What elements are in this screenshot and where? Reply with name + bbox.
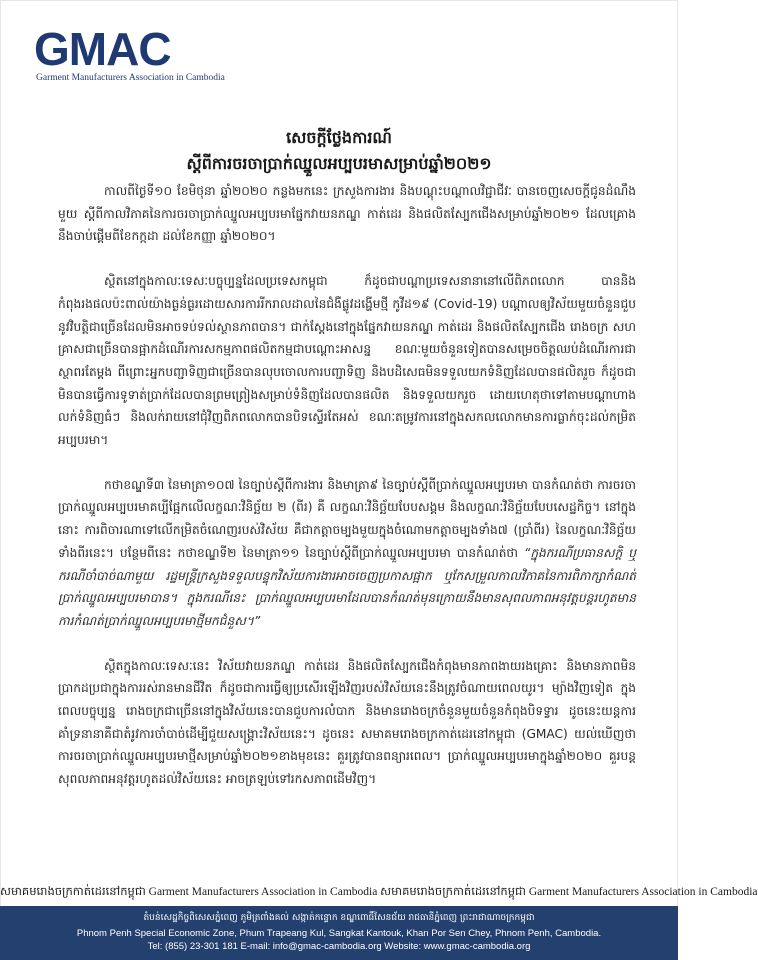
logo-subtitle: Garment Manufacturers Association in Cambodia [36, 73, 225, 83]
paragraph-1: កាលពីថ្ងៃទី១០ ខែមិថុនា ឆ្នាំ២០២០ កន្លងមកនេះ ក្រសួងការងារ និងបណ្តុះបណ្តាលវិជ្ជាជីវៈ បានចេញសេចក្តីជូនដំណឹងមួយ ស្តីពីកាលវិភាគនៃការចរចាប្រាក់ឈ្នួលអប្បបរមាផ្នែកវាយនភណ្ឌ កាត់ដេរ និងផលិតស្បែកជើងសម្រាប់ឆ្នាំ២០២១ ដែលគ្រោងនឹងចាប់ផ្តើមពីខែកក្កដា ដល់ខែកញ្ញា ឆ្នាំ២០២០។ [58, 184, 636, 244]
footer-contact-band [0, 906, 678, 960]
document-subtitle: ស្តីពីការចរចាប្រាក់ឈ្នួលអប្បបរមាសម្រាប់ឆ្នាំ២០២១ [186, 154, 492, 173]
footer-association-line: សមាគមរោងចក្រកាត់ដេរនៅកម្ពុជា Garment Manufacturers Association in Cambodia សមាគមរោងចក្រកាត់ដេរនៅកម្ពុជា Garment Manufacturers Association in Cambodia [0, 886, 758, 898]
paragraph-3-text: កថាខណ្ឌទី៣ នៃមាត្រា១០៧ នៃច្បាប់ស្តីពីការងារ និងមាត្រា៩ នៃច្បាប់ស្តីពីប្រាក់ឈ្នួលអប្បបរមា បានកំណត់ថា ការចរចាប្រាក់ឈ្នួលអប្បបរមាគប្បីផ្អែកលើលក្ខណៈវិនិច្ឆ័យ ២ (ពីរ) គឺ លក្ខណៈវិនិច្ឆ័យបែបសង្គម និងលក្ខណៈវិនិច្ឆ័យបែបសេដ្ឋកិច្ច។ នៅក្នុងនោះ ការពិចារណាទៅលើកម្រិតចំណេញរបស់វិស័យ គឺជាកត្តាចម្បងមួយក្នុងចំណោមកត្តាចម្បងទាំង៧ (ប្រាំពីរ) នៃលក្ខណៈវិនិច្ឆ័យទាំងពីរនេះ។ បន្ថែមពីនេះ កថាខណ្ឌទី២ នៃមាត្រា១១ នៃច្បាប់ស្តីពីប្រាក់ឈ្នួលអប្បបរមា បានកំណត់ថា [58, 477, 636, 560]
paragraph-2: ស្ថិតនៅក្នុងកាលៈទេសៈបច្ចុប្បន្នដែលប្រទេសកម្ពុជា ក៏ដូចជាបណ្តាប្រទេសនានានៅលើពិភពលោក បាននិងកំពុងរងផលប៉ះពាល់យ៉ាងធ្ងន់ធ្ងរដោយសារការរីករាលដាលនៃជំងឺផ្លូវដង្ហើមថ្មី កូវីដ១៩ (Covid-19) បណ្តាលឲ្យវិស័យមួយចំនួនជួបនូវវិបត្តិជាច្រើនដែលមិនអាចទប់ទល់ស្ថានភាពបាន។ ជាក់ស្តែងនៅក្នុងផ្នែកវាយនភណ្ឌ កាត់ដេរ និងផលិតស្បែកជើង រោងចក្រ សហគ្រាសជាច្រើនបានផ្អាកដំណើរការសកម្មភាពផលិតកម្មជាបណ្តោះអាសន្ន ខណៈមួយចំនួនទៀតបានសម្រេចចិត្តឈប់ដំណើរការជាស្ថាពរតែម្តង ពីព្រោះអ្នកបញ្ជាទិញជាច្រើនបានលុបចោលការបញ្ជាទិញ និងបដិសេធមិនទទួលយកទំនិញដែលបានផលិតរួច ក៏ដូចជាមិនបានធ្វើការទូទាត់ប្រាក់ដែលបានព្រមព្រៀងសម្រាប់ទំនិញដែលបានផលិត និងទទួលយករួច ដោយហេតុថាទៅតាមបណ្តាហាងលក់ទំនិញធំៗ និងលក់រាយនៅជុំវិញពិភពលោកបានបិទស្ទើរតែអស់ ខណៈតម្រូវការនៅក្នុងសកលលោកមានការធ្លាក់ចុះដល់កម្រិតអប្បបរមា។ [58, 274, 636, 448]
legal-quote: “ក្នុងករណីប្រធានសក្តិ ឬករណីចាំបាច់ណាមួយ រដ្ឋមន្ត្រីក្រសួងទទួលបន្ទុកវិស័យការងារអាចចេញប្រកាសផ្អាក ឬកែសម្រួលកាលវិភាគនៃការពិភាក្សាកំណត់ប្រាក់ឈ្នួលអប្បបរមាបាន។ ក្នុងករណីនេះ ប្រាក់ឈ្នួលអប្បបរមាដែលបានកំណត់មុនក្រោយនឹងមានសុពលភាពអនុវត្តបន្តរហូតមានការកំណត់ប្រាក់ឈ្នួលអប្បបរមាថ្មីមកជំនួស។” [58, 545, 636, 628]
footer-address-english: Phnom Penh Special Economic Zone, Phum Trapeang Kul, Sangkat Kantouk, Khan Por Sen Chey, Phnom Penh, Cambodia. [76, 928, 602, 939]
paragraph-4: ស្ថិតក្នុងកាលៈទេសៈនេះ វិស័យវាយនភណ្ឌ កាត់ដេរ និងផលិតស្បែកជើងកំពុងមានភាពងាយរងគ្រោះ និងមានភាពមិនប្រាកដប្រជាក្នុងការរស់រានមានជីវិត ក៏ដូចជាការធ្វើឲ្យប្រសើរឡើងវិញរបស់វិស័យនេះនឹងត្រូវចំណាយពេលយូរ។ ម្យ៉ាងវិញទៀត ក្នុងពេលបច្ចុប្បន្ន រោងចក្រជាច្រើននៅក្នុងវិស័យនេះបានជួបការលំបាក និងមានរោងចក្រចំនួនមួយចំនួនកំពុងបិទទ្វារ ដូចនេះយន្តការគាំទ្រនានាគឺជាតំរូវការចាំបាច់ដើម្បីជួយសង្គ្រោះវិស័យនេះ។ ដូចនេះ សមាគមរោងចក្រកាត់ដេរនៅកម្ពុជា (GMAC) យល់ឃើញថា ការចរចាប្រាក់ឈ្នួលអប្បបរមាថ្មីសម្រាប់ឆ្នាំ២០២១ខាងមុខនេះ គួរត្រូវបានពន្យារពេល។ ប្រាក់ឈ្នួលអប្បបរមាក្នុងឆ្នាំ២០២០ គួរបន្តសុពលភាពអនុវត្តរហូតដល់វិស័យនេះ អាចត្រឡប់ទៅរកសភាពដើមវិញ។ [58, 658, 636, 787]
paragraph-3 [58, 474, 636, 633]
footer-contact: Tel: (855) 23-301 181 E-mail: info@gmac-cambodia.org Website: www.gmac-cambodia.org [147, 941, 531, 952]
gmac-logo [34, 23, 225, 86]
document-body [58, 180, 636, 813]
document-title: សេចក្តីថ្លែងការណ៍ [286, 128, 392, 147]
logo-wordmark: GMAC [34, 23, 171, 75]
footer-address-khmer: តំបន់សេដ្ឋកិច្ចពិសេសភ្នំពេញ ភូមិត្រពាំងគល់ សង្កាត់កន្ទោក ខណ្ឌពោធិ៍សែនជ័យ រាជធានីភ្នំពេញ ព្រះរាជាណាចក្រកម្ពុជា [143, 913, 535, 923]
